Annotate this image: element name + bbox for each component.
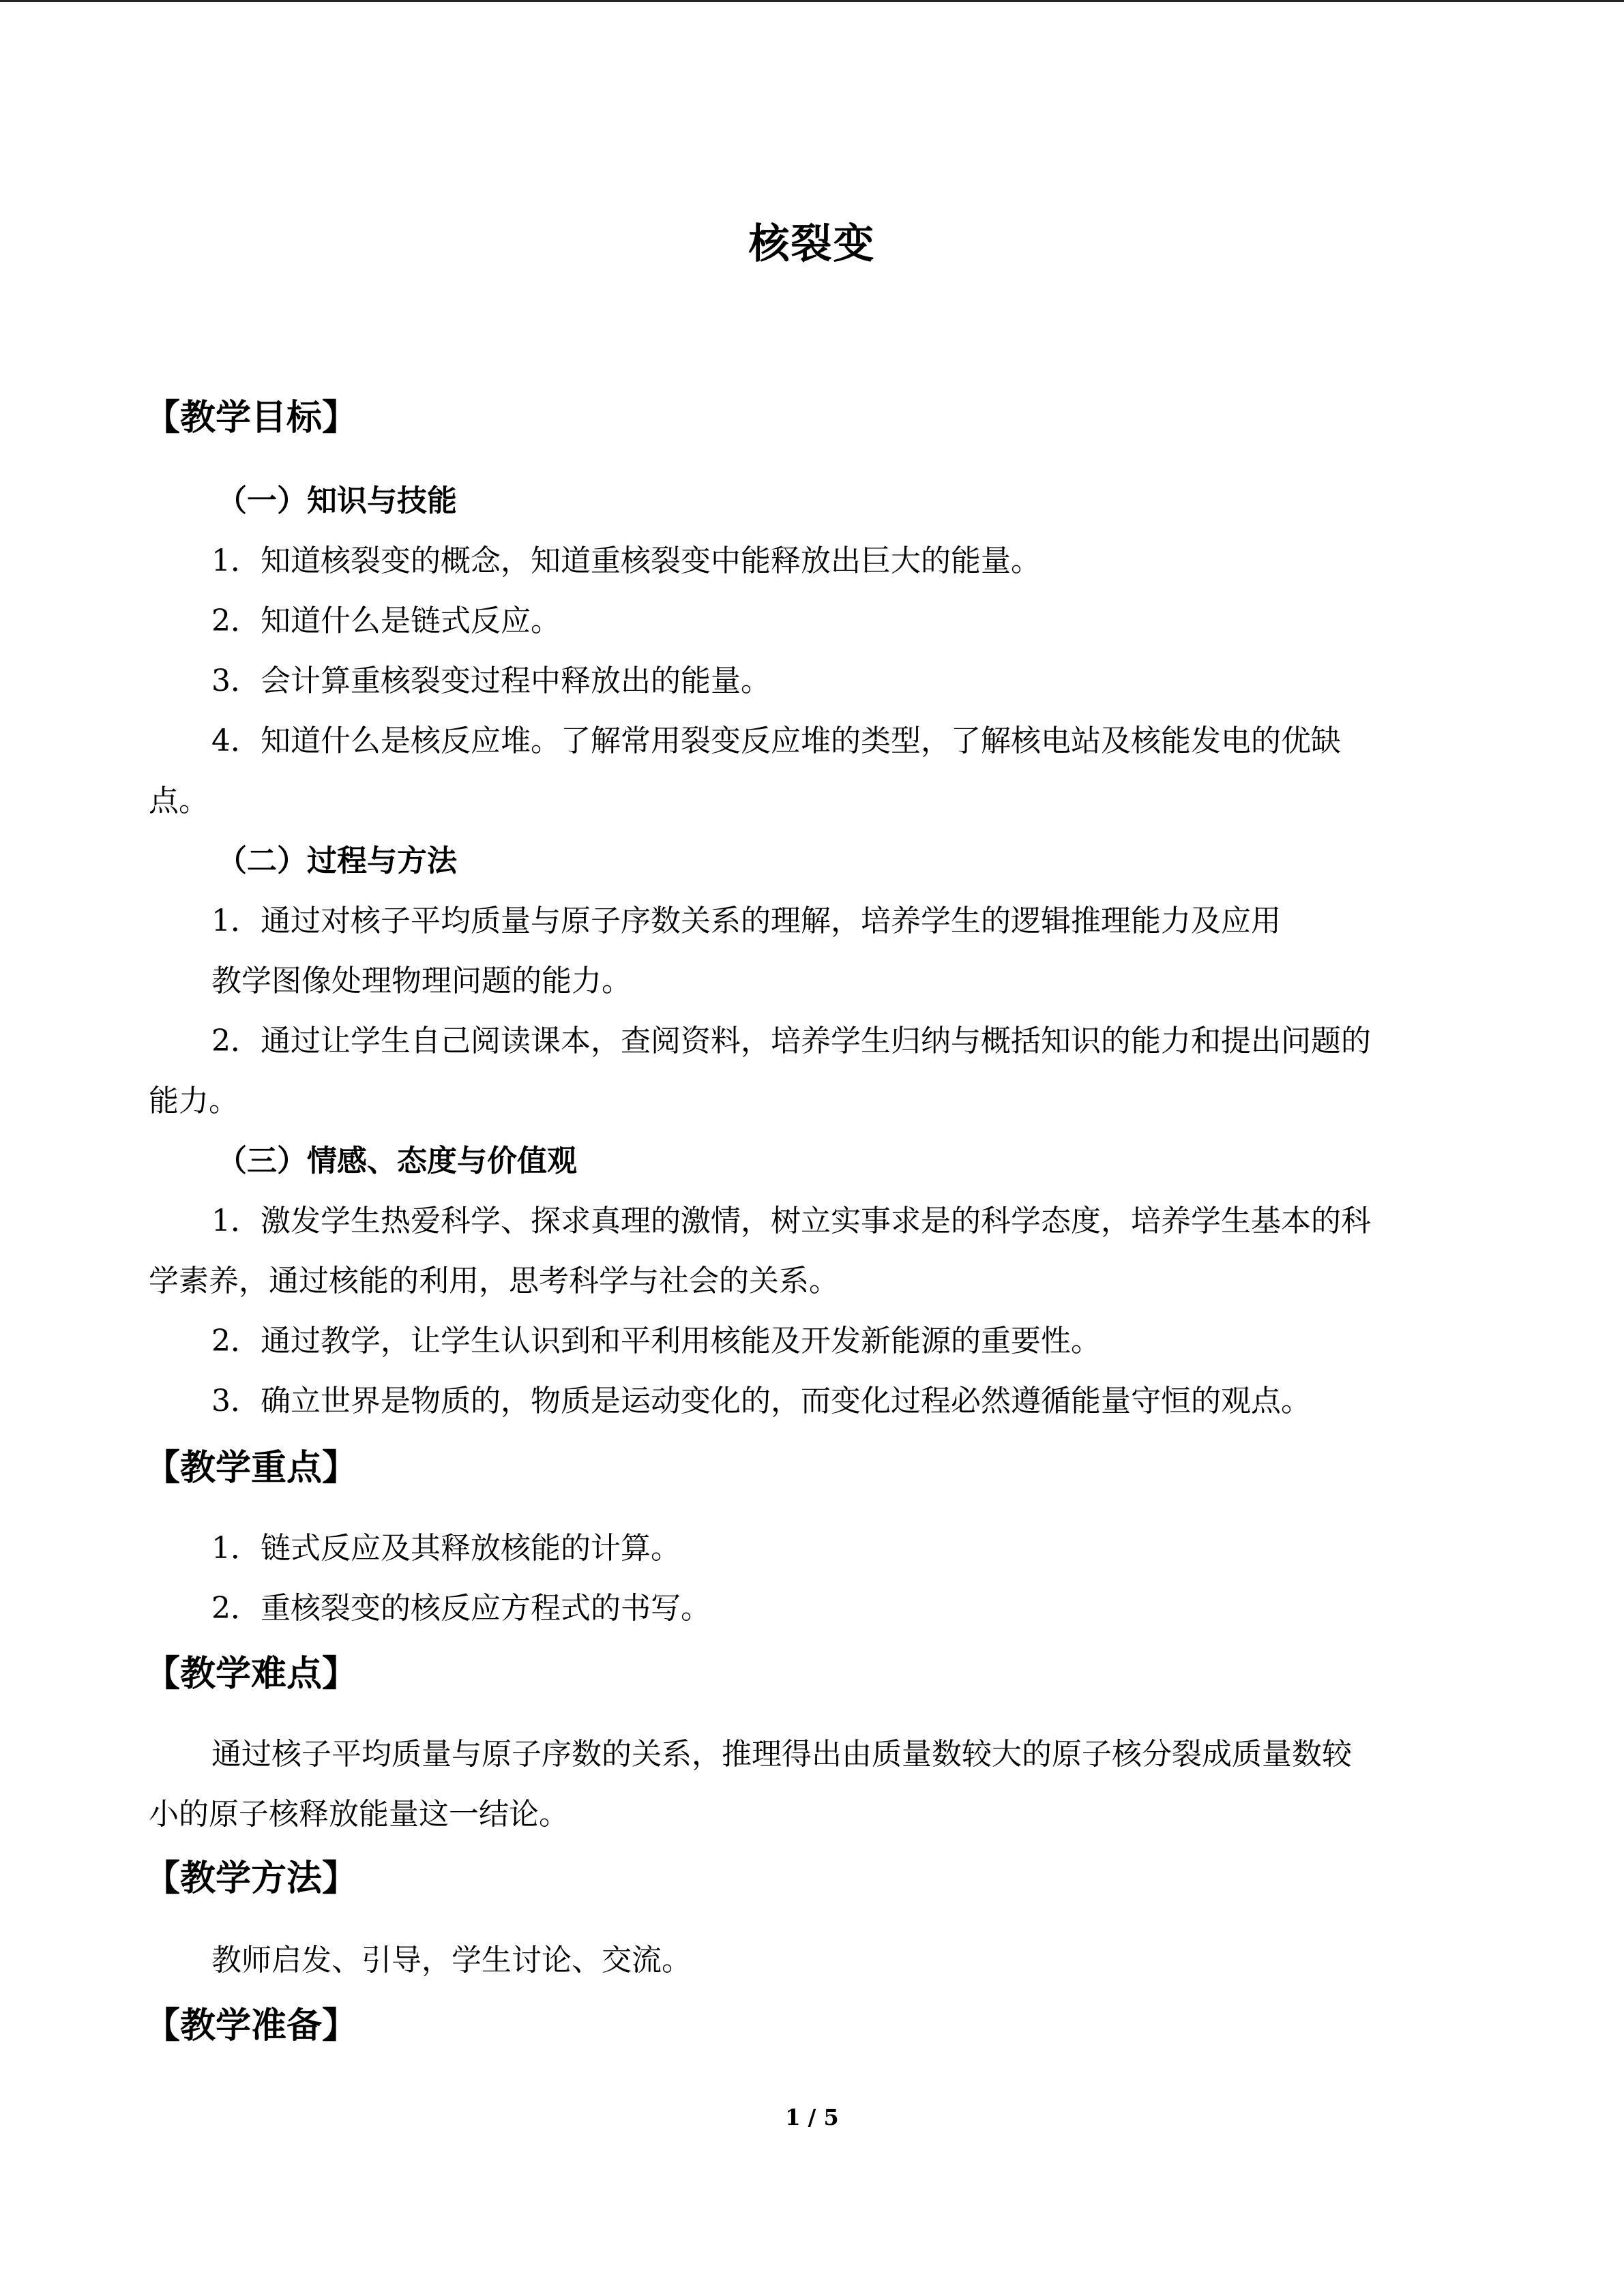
goal-item: 2．通过让学生自己阅读课本，查阅资料，培养学生归纳与概括知识的能力和提出问题的	[211, 1024, 1371, 1058]
key-point-item: 1．链式反应及其释放核能的计算。	[211, 1531, 681, 1566]
top-border-line	[0, 0, 1624, 2]
section-heading-preparation: 【教学准备】	[145, 2005, 358, 2046]
section-heading-difficulties: 【教学难点】	[145, 1653, 358, 1695]
subheading-emotion-values: （三）情感、态度与价值观	[217, 1144, 577, 1178]
goal-item-continuation: 教学图像处理物理问题的能力。	[211, 964, 632, 998]
difficulty-text: 通过核子平均质量与原子序数的关系，推理得出由质量数较大的原子核分裂成质量数较	[211, 1737, 1352, 1772]
section-heading-goals: 【教学目标】	[145, 397, 358, 438]
key-point-item: 2．重核裂变的核反应方程式的书写。	[211, 1591, 711, 1626]
section-heading-key-points: 【教学重点】	[145, 1447, 358, 1489]
document-title: 核裂变	[748, 220, 876, 268]
goal-item: 3．确立世界是物质的，物质是运动变化的，而变化过程必然遵循能量守恒的观点。	[211, 1384, 1311, 1418]
methods-text: 教师启发、引导，学生讨论、交流。	[211, 1943, 692, 1978]
goal-item-continuation: 学素养，通过核能的利用，思考科学与社会的关系。	[149, 1264, 839, 1298]
goal-item: 1．知道核裂变的概念，知道重核裂变中能释放出巨大的能量。	[211, 543, 1041, 578]
page-number: 1 / 5	[785, 2104, 839, 2130]
subheading-knowledge-skills: （一）知识与技能	[217, 483, 457, 518]
goal-item-continuation: 能力。	[149, 1084, 239, 1118]
section-heading-methods: 【教学方法】	[145, 1858, 358, 1899]
goal-item: 4．知道什么是核反应堆。了解常用裂变反应堆的类型，了解核电站及核能发电的优缺	[211, 724, 1341, 758]
subheading-process-methods: （二）过程与方法	[217, 844, 457, 878]
goal-item: 2．知道什么是链式反应。	[211, 603, 561, 638]
goal-item: 1．激发学生热爱科学、探求真理的激情，树立实事求是的科学态度，培养学生基本的科	[211, 1204, 1371, 1238]
difficulty-text-continuation: 小的原子核释放能量这一结论。	[149, 1797, 569, 1832]
goal-item: 1．通过对核子平均质量与原子序数关系的理解，培养学生的逻辑推理能力及应用	[211, 904, 1281, 938]
goal-item: 2．通过教学，让学生认识到和平利用核能及开发新能源的重要性。	[211, 1324, 1101, 1358]
goal-item-continuation: 点。	[149, 784, 209, 818]
goal-item: 3．会计算重核裂变过程中释放出的能量。	[211, 664, 771, 698]
